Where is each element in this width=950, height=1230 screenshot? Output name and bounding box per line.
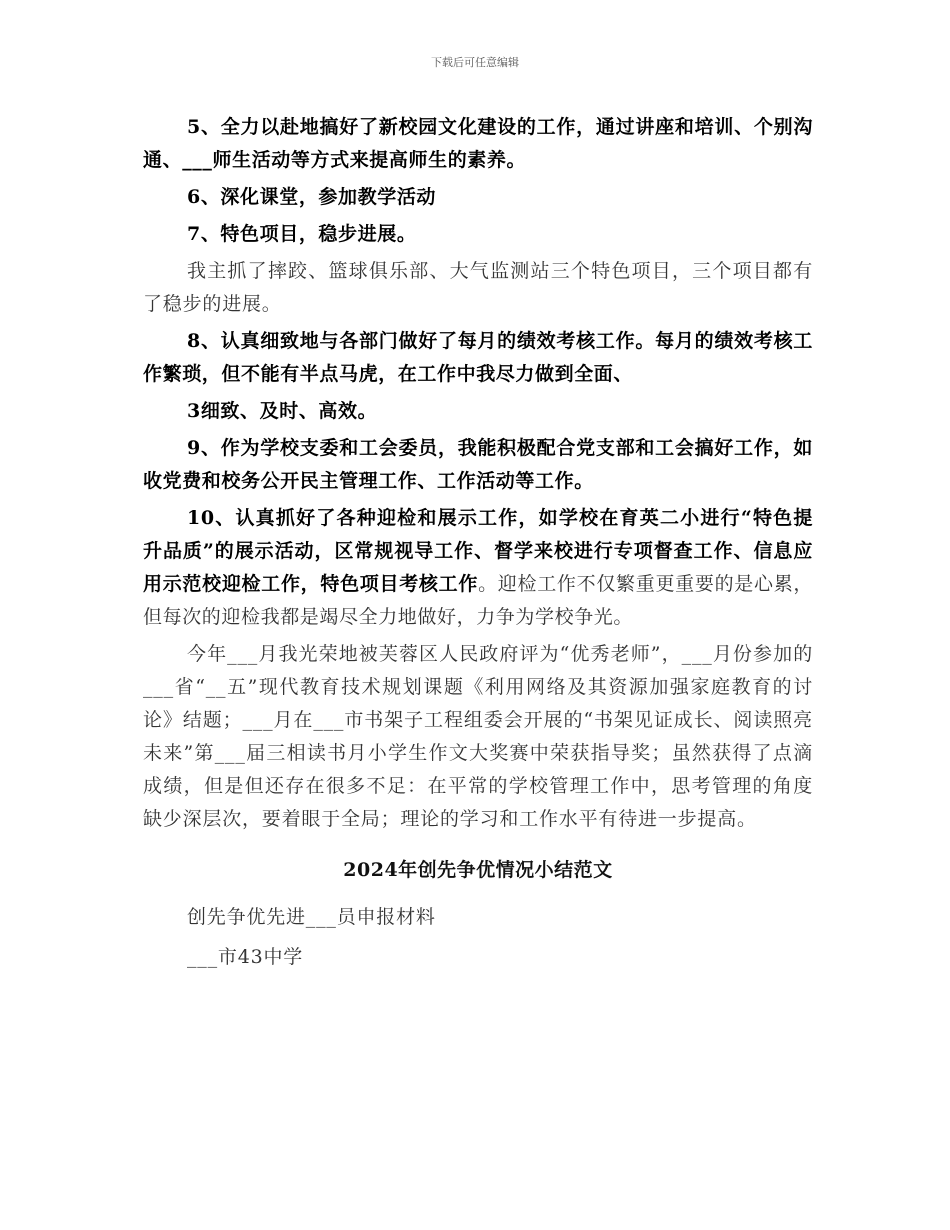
- section-title: 2024年创先争优情况小结范文: [343, 859, 613, 881]
- section-line-school: ___市43中学: [187, 946, 304, 968]
- page-header-note: 下载后可任意编辑: [431, 56, 519, 69]
- section-line-application: 创先争优先进___员申报材料: [187, 906, 436, 928]
- paragraph-item-5: 5、全力以赴地搞好了新校园文化建设的工作，通过讲座和培训、个别沟通、___师生活动等方式来提高师生的素养。: [143, 116, 813, 171]
- document-body: [143, 111, 813, 977]
- paragraph-item-9: 9、作为学校支委和工会委员，我能积极配合党支部和工会搞好工作，如收党费和校务公开民主管理工作、工作活动等工作。: [143, 437, 813, 492]
- paragraph-item-7: 7、特色项目，稳步进展。: [187, 223, 417, 245]
- paragraph-item-10-bold: 10、认真抓好了各种迎检和展示工作，如学校在育英二小进行“特色提升品质”的展示活动，区常规视导工作、督学来校进行专项督查工作、信息应用示范校迎检工作，特色项目考核工作: [143, 507, 813, 595]
- paragraph-item-10: [143, 502, 813, 634]
- paragraph-item-10-normal: 。迎检工作不仅繁重更重要的是心累，但每次的迎检我都是竭尽全力地做好，力争为学校争光。: [143, 573, 814, 628]
- paragraph-special-projects: 我主抓了摔跤、篮球俱乐部、大气监测站三个特色项目，三个项目都有了稳步的进展。: [143, 260, 813, 315]
- paragraph-item-8: 8、认真细致地与各部门做好了每月的绩效考核工作。每月的绩效考核工作繁琐，但不能有半点马虎，在工作中我尽力做到全面、: [143, 330, 813, 385]
- paragraph-achievements: 今年___月我光荣地被芙蓉区人民政府评为“优秀老师”，___月份参加的___省“__五”现代教育技术规划课题《利用网络及其资源加强家庭教育的讨论》结题；___月在___市书架子工程组委会开展的“书架见证成长、阅读照亮未来”第___届三相读书月小学生作文大奖赛中荣获指导奖；虽然获得了点滴成绩，但是但还存在很多不足：在平常的学校管理工作中，思考管理的角度缺少深层次，要着眼于全局；理论的学习和工作水平有待进一步提高。: [143, 643, 813, 830]
- paragraph-item-6: 6、深化课堂，参加教学活动: [187, 186, 437, 208]
- paragraph-item-8-continued: 3细致、及时、高效。: [187, 400, 378, 422]
